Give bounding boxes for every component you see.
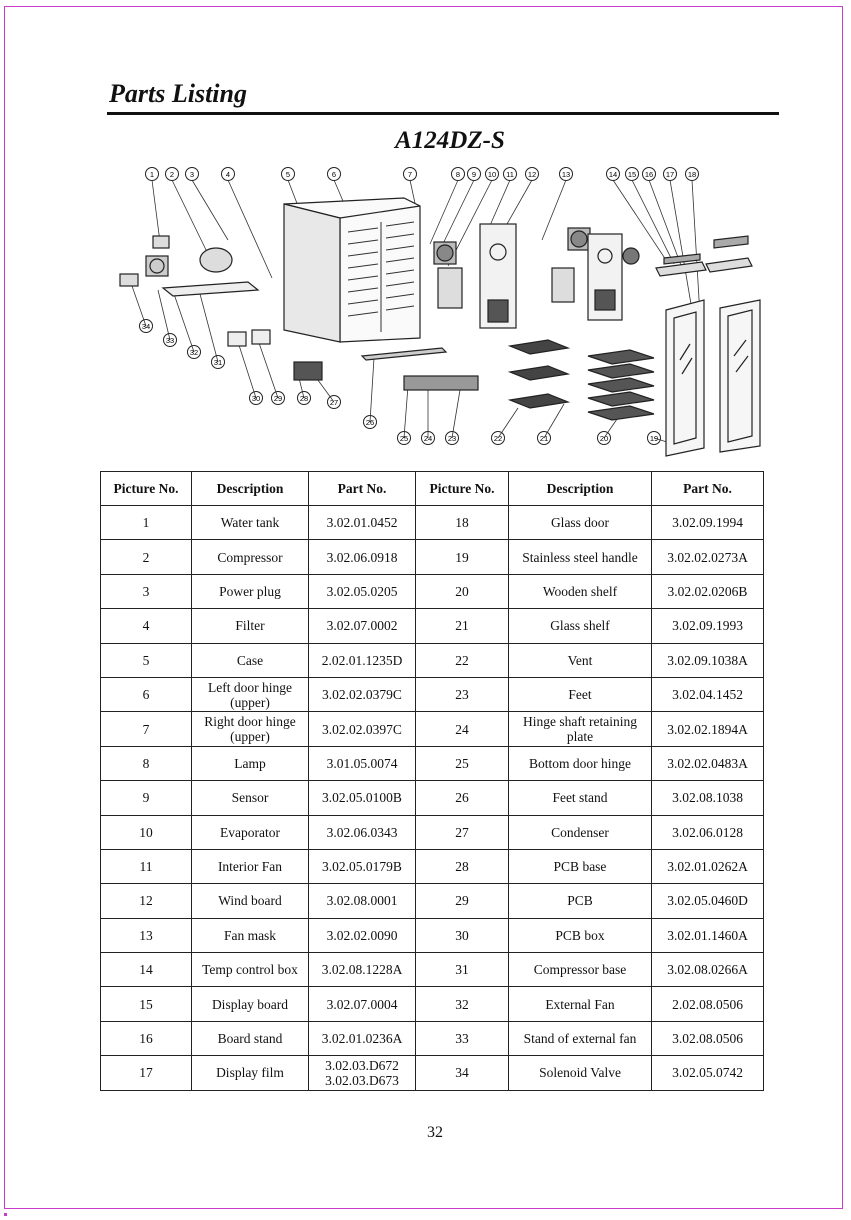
callout-number: 8 (455, 170, 461, 179)
callout-number: 9 (471, 170, 477, 179)
table-row (101, 540, 764, 574)
cell-description: Temp control box (192, 953, 309, 987)
cell-part-no-2: 3.02.05.0742 (652, 1056, 764, 1090)
callout-number: 29 (273, 394, 283, 403)
callout-number: 20 (599, 434, 609, 443)
cell-picture-no: 13 (101, 918, 192, 952)
callout-number: 28 (299, 394, 309, 403)
callout-number: 32 (189, 348, 199, 357)
cell-picture-no-2: 19 (416, 540, 509, 574)
parts-table (100, 471, 764, 1091)
cell-part-no-2: 3.02.05.0460D (652, 884, 764, 918)
cell-picture-no-2: 28 (416, 849, 509, 883)
fan-plate-drawings (434, 224, 639, 328)
table-row (101, 643, 764, 677)
cell-description-2: Glass door (509, 506, 652, 540)
cell-part-no-2: 3.02.06.0128 (652, 815, 764, 849)
leader-line (404, 386, 408, 438)
callout-marker (166, 168, 179, 181)
leader-line (172, 180, 208, 254)
callout-marker (282, 168, 295, 181)
cell-description: Display board (192, 987, 309, 1021)
cell-description-2: Bottom door hinge (509, 746, 652, 780)
cell-part-no-2: 3.02.02.0206B (652, 574, 764, 608)
cell-picture-no: 3 (101, 574, 192, 608)
leader-line (632, 180, 674, 264)
callout-marker (146, 168, 159, 181)
cell-description-2: PCB (509, 884, 652, 918)
cell-part-no: 3.01.05.0074 (309, 746, 416, 780)
cell-part-no: 3.02.06.0343 (309, 815, 416, 849)
cell-part-no: 3.02.07.0002 (309, 609, 416, 643)
table-row (101, 987, 764, 1021)
cell-picture-no-2: 21 (416, 609, 509, 643)
cell-picture-no: 9 (101, 781, 192, 815)
callout-number: 30 (251, 394, 261, 403)
table-row (101, 677, 764, 711)
cell-picture-no: 8 (101, 746, 192, 780)
cell-picture-no: 1 (101, 506, 192, 540)
leader-line (238, 342, 256, 398)
cell-part-no-2: 3.02.09.1993 (652, 609, 764, 643)
leader-line (288, 180, 298, 206)
leader-line (158, 290, 170, 340)
cell-picture-no: 4 (101, 609, 192, 643)
cell-description-2: Condenser (509, 815, 652, 849)
callout-marker (404, 168, 417, 181)
cell-part-no: 3.02.03.D672 3.02.03.D673 (309, 1056, 416, 1090)
table-row (101, 1021, 764, 1055)
cell-part-no-2: 2.02.08.0506 (652, 987, 764, 1021)
leader-line (488, 180, 510, 230)
cell-description-2: Stand of external fan (509, 1021, 652, 1055)
glass-door-drawings (666, 300, 760, 456)
heading-rule (107, 112, 779, 115)
table-row (101, 815, 764, 849)
cell-picture-no-2: 29 (416, 884, 509, 918)
leader-line (174, 294, 194, 352)
cell-part-no-2: 3.02.04.1452 (652, 677, 764, 711)
cell-picture-no-2: 22 (416, 643, 509, 677)
callout-marker (328, 168, 341, 181)
cell-part-no-2: 3.02.08.1038 (652, 781, 764, 815)
model-title: A124DZ-S (395, 127, 505, 154)
cell-picture-no-2: 24 (416, 712, 509, 746)
cell-description: Right door hinge (upper) (192, 712, 309, 746)
header-picture-no-2: Picture No. (416, 472, 509, 506)
shelf-drawings (510, 340, 654, 420)
callout-number: 26 (365, 418, 375, 427)
callout-marker (626, 168, 639, 181)
cell-part-no: 3.02.01.0236A (309, 1021, 416, 1055)
cabinet-case-drawing (284, 198, 420, 342)
cell-part-no-2: 3.02.01.0262A (652, 849, 764, 883)
cell-picture-no-2: 27 (416, 815, 509, 849)
header-description-2: Description (509, 472, 652, 506)
cell-part-no: 3.02.01.0452 (309, 506, 416, 540)
table-row (101, 953, 764, 987)
leader-line (544, 404, 564, 438)
cell-part-no: 3.02.06.0918 (309, 540, 416, 574)
cell-description-2: Solenoid Valve (509, 1056, 652, 1090)
cell-picture-no-2: 23 (416, 677, 509, 711)
table-row (101, 781, 764, 815)
callout-number: 13 (561, 170, 571, 179)
callout-number: 19 (649, 434, 659, 443)
header-part-no-2: Part No. (652, 472, 764, 506)
callout-number: 33 (165, 336, 175, 345)
callout-number: 2 (169, 170, 175, 179)
leader-line (192, 180, 228, 240)
callout-number: 12 (527, 170, 537, 179)
cell-part-no-2: 3.02.01.1460A (652, 918, 764, 952)
cell-part-no: 3.02.08.0001 (309, 884, 416, 918)
callout-marker (664, 168, 677, 181)
cell-part-no-2: 3.02.02.0273A (652, 540, 764, 574)
cell-picture-no-2: 20 (416, 574, 509, 608)
cell-description-2: PCB box (509, 918, 652, 952)
callout-number: 15 (627, 170, 637, 179)
callout-marker (452, 168, 465, 181)
callout-number: 21 (539, 434, 549, 443)
callout-number: 1 (149, 170, 155, 179)
cell-part-no: 3.02.05.0100B (309, 781, 416, 815)
leader-line (542, 180, 566, 240)
cell-description-2: Stainless steel handle (509, 540, 652, 574)
cell-part-no: 3.02.05.0179B (309, 849, 416, 883)
cell-description-2: Vent (509, 643, 652, 677)
callout-number: 22 (493, 434, 503, 443)
leader-line (228, 180, 272, 278)
cell-part-no: 3.02.05.0205 (309, 574, 416, 608)
cell-part-no-2: 3.02.09.1038A (652, 643, 764, 677)
cell-picture-no-2: 31 (416, 953, 509, 987)
callout-number: 7 (407, 170, 413, 179)
cell-part-no: 3.02.02.0397C (309, 712, 416, 746)
cell-description: Display film (192, 1056, 309, 1090)
cell-picture-no: 14 (101, 953, 192, 987)
callout-number: 23 (447, 434, 457, 443)
leader-line (370, 358, 374, 422)
callout-number: 6 (331, 170, 337, 179)
cell-picture-no-2: 34 (416, 1056, 509, 1090)
parts-table-body (101, 506, 764, 1091)
leader-line (132, 286, 146, 326)
callout-number: 10 (487, 170, 497, 179)
callout-number: 34 (141, 322, 151, 331)
leader-line (452, 390, 460, 438)
cell-part-no: 3.02.02.0090 (309, 918, 416, 952)
cell-picture-no: 6 (101, 677, 192, 711)
table-row (101, 609, 764, 643)
cell-picture-no-2: 26 (416, 781, 509, 815)
callout-number: 24 (423, 434, 433, 443)
callout-marker (186, 168, 199, 181)
callout-marker (643, 168, 656, 181)
cell-description: Power plug (192, 574, 309, 608)
cell-description-2: Wooden shelf (509, 574, 652, 608)
table-row (101, 918, 764, 952)
table-row (101, 849, 764, 883)
table-row (101, 506, 764, 540)
callout-number: 31 (213, 358, 223, 367)
cell-picture-no: 10 (101, 815, 192, 849)
callout-number: 3 (189, 170, 195, 179)
cell-description: Left door hinge (upper) (192, 677, 309, 711)
cell-description: Lamp (192, 746, 309, 780)
cell-picture-no: 12 (101, 884, 192, 918)
table-row (101, 574, 764, 608)
cell-description-2: PCB base (509, 849, 652, 883)
table-row (101, 1056, 764, 1090)
cell-description-2: External Fan (509, 987, 652, 1021)
table-row (101, 746, 764, 780)
callout-marker (504, 168, 517, 181)
callout-number: 25 (399, 434, 409, 443)
callout-marker (526, 168, 539, 181)
cell-part-no-2: 3.02.02.1894A (652, 712, 764, 746)
cell-picture-no-2: 32 (416, 987, 509, 1021)
leader-line (430, 180, 458, 244)
cell-description-2: Feet (509, 677, 652, 711)
corner-mark (4, 1213, 7, 1216)
cell-part-no-2: 3.02.02.0483A (652, 746, 764, 780)
cell-description: Compressor (192, 540, 309, 574)
cell-description: Filter (192, 609, 309, 643)
cell-description-2: Glass shelf (509, 609, 652, 643)
exploded-parts-diagram (108, 160, 778, 460)
callout-number: 14 (608, 170, 618, 179)
cell-picture-no-2: 30 (416, 918, 509, 952)
cell-description-2: Hinge shaft retaining plate (509, 712, 652, 746)
cell-description: Fan mask (192, 918, 309, 952)
leader-line (258, 340, 278, 398)
cell-picture-no-2: 33 (416, 1021, 509, 1055)
table-row (101, 884, 764, 918)
cell-description: Evaporator (192, 815, 309, 849)
cell-picture-no: 5 (101, 643, 192, 677)
cell-description: Sensor (192, 781, 309, 815)
header-description: Description (192, 472, 309, 506)
leader-line (692, 180, 700, 316)
page-number: 32 (427, 1124, 443, 1141)
callout-number: 4 (225, 170, 231, 179)
cell-picture-no: 7 (101, 712, 192, 746)
callout-marker (607, 168, 620, 181)
compressor-drawing (120, 236, 258, 296)
cell-description: Case (192, 643, 309, 677)
header-part-no: Part No. (309, 472, 416, 506)
cell-part-no: 3.02.08.1228A (309, 953, 416, 987)
cell-description: Board stand (192, 1021, 309, 1055)
leader-line (498, 408, 518, 438)
cell-part-no: 2.02.01.1235D (309, 643, 416, 677)
cell-picture-no: 17 (101, 1056, 192, 1090)
callout-marker (686, 168, 699, 181)
callout-number: 16 (644, 170, 654, 179)
callout-marker (560, 168, 573, 181)
cell-picture-no-2: 18 (416, 506, 509, 540)
callout-marker (222, 168, 235, 181)
cell-description: Water tank (192, 506, 309, 540)
cell-description-2: Compressor base (509, 953, 652, 987)
leader-line (152, 180, 160, 242)
cell-part-no-2: 3.02.08.0266A (652, 953, 764, 987)
cell-picture-no: 11 (101, 849, 192, 883)
table-header-row (101, 472, 764, 506)
callout-number: 5 (285, 170, 291, 179)
cell-picture-no: 15 (101, 987, 192, 1021)
callout-number: 18 (687, 170, 697, 179)
cell-picture-no-2: 25 (416, 746, 509, 780)
callout-number: 11 (506, 170, 514, 179)
leader-line (200, 294, 218, 362)
cell-description: Interior Fan (192, 849, 309, 883)
cell-description-2: Feet stand (509, 781, 652, 815)
cell-part-no-2: 3.02.09.1994 (652, 506, 764, 540)
cell-picture-no: 16 (101, 1021, 192, 1055)
cell-picture-no: 2 (101, 540, 192, 574)
page-heading: Parts Listing (109, 79, 247, 108)
callout-number: 27 (329, 398, 339, 407)
callout-marker (486, 168, 499, 181)
table-row (101, 712, 764, 746)
cell-description: Wind board (192, 884, 309, 918)
callout-marker (468, 168, 481, 181)
header-picture-no: Picture No. (101, 472, 192, 506)
cell-part-no: 3.02.07.0004 (309, 987, 416, 1021)
cell-part-no-2: 3.02.08.0506 (652, 1021, 764, 1055)
cell-part-no: 3.02.02.0379C (309, 677, 416, 711)
callout-number: 17 (665, 170, 675, 179)
